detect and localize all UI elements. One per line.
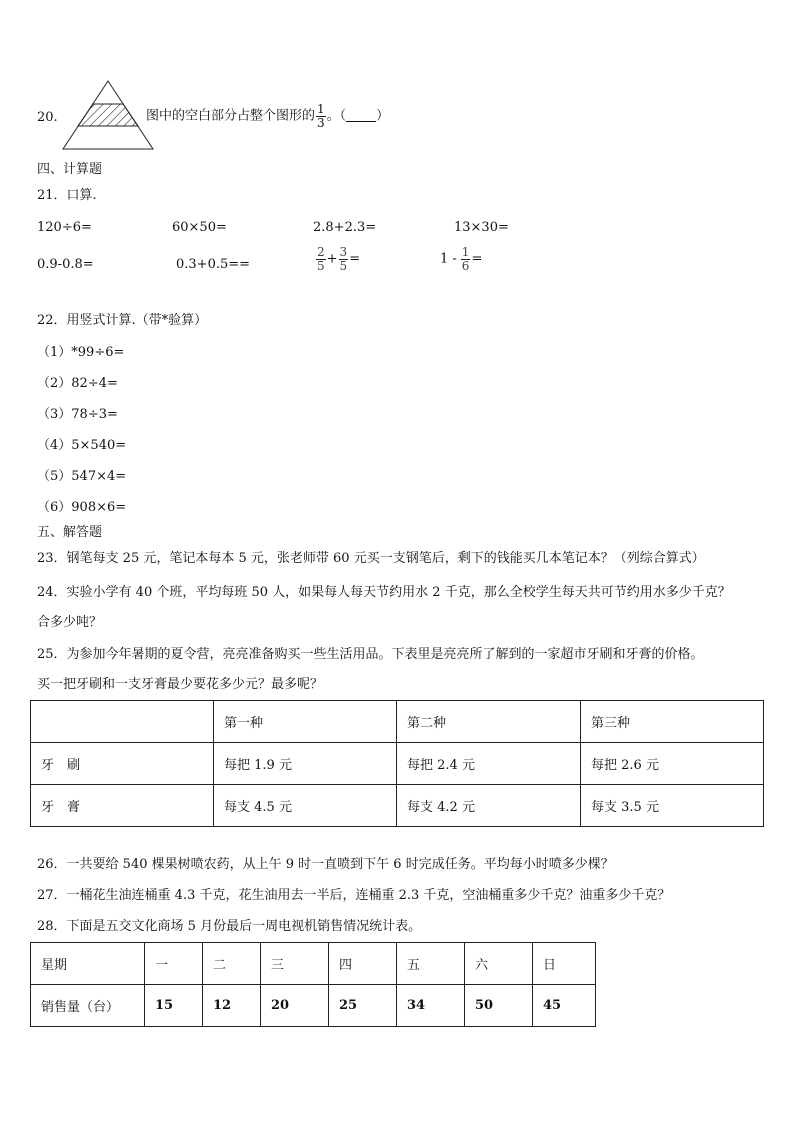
q22-item-2: （2）82÷4= xyxy=(37,376,118,391)
table-cell: 日 xyxy=(533,943,596,985)
answer-blank[interactable] xyxy=(346,111,376,122)
table-cell: 六 xyxy=(465,943,533,985)
table-cell: 25 xyxy=(329,985,397,1027)
table-cell: 第二种 xyxy=(397,701,581,743)
section-title-5: 五、解答题 xyxy=(37,525,103,540)
triangle-figure xyxy=(60,79,156,151)
table-cell: 第三种 xyxy=(581,701,764,743)
q26-text: 26．一共要给 540 棵果树喷农药，从上午 9 时一直喷到下午 6 时完成任务。平均每小时喷多少棵？ xyxy=(37,857,614,872)
table-cell: 45 xyxy=(533,985,596,1027)
table-cell: 每把 2.4 元 xyxy=(397,743,581,785)
q22-item-4: （4）5×540= xyxy=(37,438,127,453)
table-cell: 15 xyxy=(145,985,203,1027)
table-cell: 每支 4.2 元 xyxy=(397,785,581,827)
table-cell: 五 xyxy=(397,943,465,985)
q22-item-3: （3）78÷3= xyxy=(37,407,118,422)
table-header-row xyxy=(31,943,596,985)
q21-item-5: 0.9-0.8= xyxy=(37,257,94,272)
table-cell: 二 xyxy=(203,943,261,985)
q24-line-2: 合多少吨？ xyxy=(37,615,103,630)
table-cell: 三 xyxy=(261,943,329,985)
table-cell: 12 xyxy=(203,985,261,1027)
table-cell: 20 xyxy=(261,985,329,1027)
table-cell: 每支 4.5 元 xyxy=(214,785,397,827)
q25-line-2: 买一把牙刷和一支牙膏最少要花多少元？最多呢？ xyxy=(37,677,324,692)
fraction-1-6: $\frac{1}{6}$ xyxy=(461,245,470,273)
sales-table xyxy=(30,942,596,1027)
q20-text: 图中的空白部分占整个图形的 $\frac{1}{3}$ 。（ ） xyxy=(146,102,390,130)
q27-text: 27．一桶花生油连桶重 4.3 千克，花生油用去一半后，连桶重 2.3 千克，空油桶重多少千克？油重多少千克？ xyxy=(37,888,671,903)
q21-item-1: 120÷6= xyxy=(37,220,92,235)
table-cell: 每支 3.5 元 xyxy=(581,785,764,827)
q28-text: 28．下面是五交文化商场 5 月份最后一周电视机销售情况统计表。 xyxy=(37,919,422,934)
section-title-4: 四、计算题 xyxy=(37,162,103,177)
table-cell: 第一种 xyxy=(214,701,397,743)
q22-title: 22．用竖式计算.（带*验算） xyxy=(37,313,208,328)
q25-line-1: 25．为参加今年暑期的夏令营，亮亮准备购买一些生活用品。下表里是亮亮所了解到的一家超市牙刷和牙膏的价格。 xyxy=(37,647,704,662)
table-cell: 销售量（台） xyxy=(31,985,145,1027)
table-cell: 每把 2.6 元 xyxy=(581,743,764,785)
table-cell: 牙 刷 xyxy=(31,743,214,785)
q21-item-8: 1 - $\frac{1}{6}$ = xyxy=(440,245,483,273)
table-row xyxy=(31,785,764,827)
table-header-row xyxy=(31,701,764,743)
table-row xyxy=(31,985,596,1027)
price-table xyxy=(30,700,764,827)
table-cell: 一 xyxy=(145,943,203,985)
q22-item-6: （6）908×6= xyxy=(37,500,127,515)
q20-fraction: $\frac{1}{3}$ xyxy=(317,102,325,130)
table-cell: 四 xyxy=(329,943,397,985)
q21-item-7: $\frac{2}{5}$ + $\frac{3}{5}$ = xyxy=(317,245,361,273)
q21-item-6: 0.3+0.5== xyxy=(176,257,251,272)
q22-item-5: （5）547×4= xyxy=(37,469,127,484)
fraction-3-5: $\frac{3}{5}$ xyxy=(339,245,348,273)
table-row xyxy=(31,743,764,785)
table-cell: 50 xyxy=(465,985,533,1027)
q24-line-1: 24．实验小学有 40 个班，平均每班 50 人，如果每人每天节约用水 2 千克，那么全校学生每天共可节约用水多少千克？ xyxy=(37,585,731,600)
q21-title: 21．口算. xyxy=(37,188,97,203)
q20-number: 20. xyxy=(37,110,58,125)
table-cell: 星期 xyxy=(31,943,145,985)
fraction-2-5: $\frac{2}{5}$ xyxy=(317,245,325,273)
q21-item-3: 2.8+2.3= xyxy=(313,220,377,235)
q21-item-4: 13×30= xyxy=(454,220,509,235)
table-cell: 每把 1.9 元 xyxy=(214,743,397,785)
q21-item-2: 60×50= xyxy=(172,220,227,235)
q23-text: 23．钢笔每支 25 元，笔记本每本 5 元，张老师带 60 元买一支钢笔后，剩下的钱能买几本笔记本？（列综合算式） xyxy=(37,551,705,566)
table-cell: 34 xyxy=(397,985,465,1027)
q22-item-1: （1）*99÷6= xyxy=(37,345,125,360)
table-cell: 牙 膏 xyxy=(31,785,214,827)
table-cell xyxy=(31,701,214,743)
